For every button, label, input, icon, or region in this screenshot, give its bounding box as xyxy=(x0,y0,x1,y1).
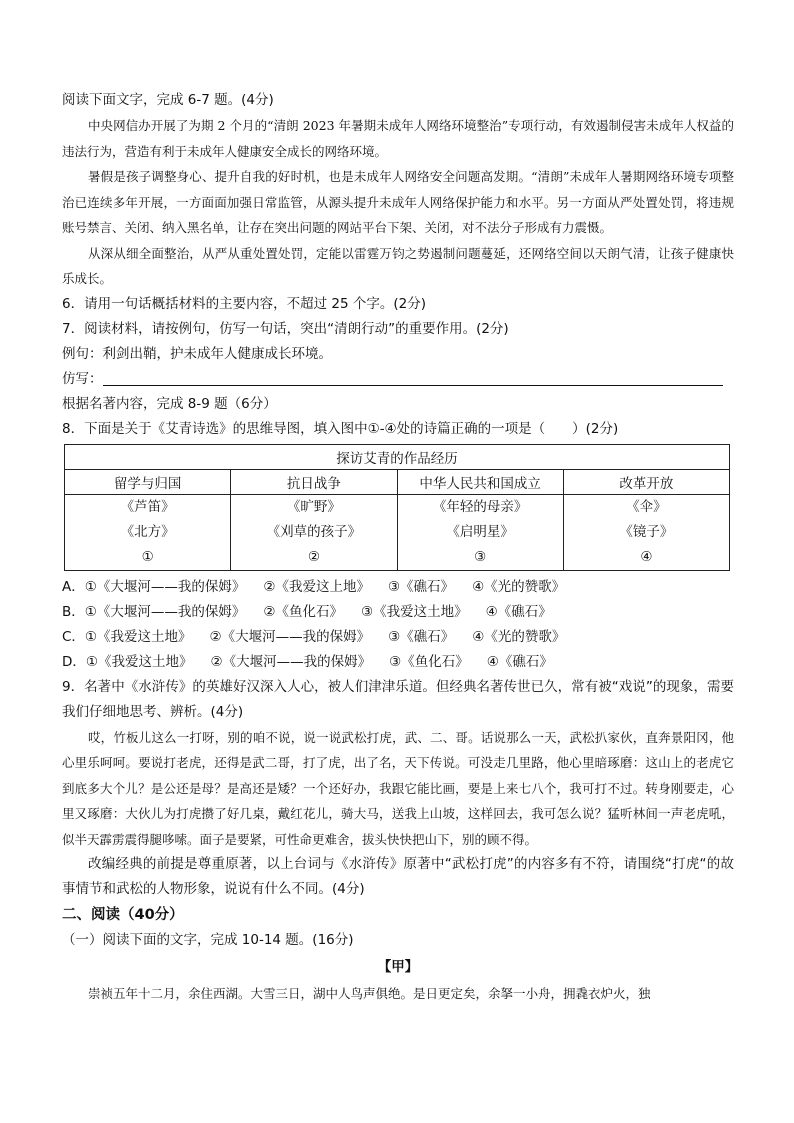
mindmap-works-cell xyxy=(65,494,231,570)
work-title: 《伞》 xyxy=(626,498,667,515)
mindmap-table xyxy=(64,444,730,571)
question-9-passage: 哎，竹板儿这么一打呀，别的咱不说，说一说武松打虎，武、二、哥。话说那么一天，武松扒家伙，直奔景阳冈，他心里乐呵呵。要说打老虎，还得是武二哥，打了虎，出了名，天下传说。可没走几里路，他心里暗琢磨：这山上的老虎它到底多大个儿？是公还是母？是高还是矮？一个还好办，我跟它能比画，要是上来七八个，我可打不过。转身刚要走，心里又琢磨：大伙儿为打虎攒了好几桌，戴红花儿，骑大马，送我上山坡，这样回去，我可怎么说？猛听林间一声老虎吼，似半天霹雳震得腿哆嗦。面子是要紧，可性命更难舍，拔头快快把山下，别的顾不得。 xyxy=(62,729,734,847)
work-title: 《年轻的母亲》 xyxy=(432,498,528,515)
subsection-1-title: （一）阅读下面的文字，完成 10-14 题。(16分) xyxy=(62,932,354,948)
option-a[interactable]: A．①《大堰河——我的保姆》 ②《我爱这上地》 ③《礁石》 ④《光的赞歌》 xyxy=(62,578,566,595)
material-paragraph-1: 中央网信办开展了为期 2 个月的“清朗 2023 年暑期未成年人网络环境整治”专项行动，有效遏制侵害未成年人权益的违法行为，营造有利于未成年人健康安全成长的网络环境。 xyxy=(62,118,734,159)
intro-6-7: 阅读下面文字，完成 6-7 题。(4分) xyxy=(62,92,274,108)
jia-title: 【甲】 xyxy=(377,959,419,975)
jia-text: 崇祯五年十二月，余住西湖。大雪三日，湖中人鸟声俱绝。是日更定矣，余拏一小舟，拥毳衣炉火，独 xyxy=(88,986,651,1001)
mindmap-title: 探访艾青的作品经历 xyxy=(65,444,730,469)
mindmap-heading: 中华人民共和国成立 xyxy=(397,469,563,494)
work-title: 《北方》 xyxy=(120,523,175,540)
imitate-row xyxy=(62,367,734,392)
mindmap-works-cell xyxy=(563,494,729,570)
question-9-task: 改编经典的前提是尊重原著，以上台词与《水浒传》原著中“武松打虎”的内容多有不符，请围绕“打虎“的故事情节和武松的人物形象，说说有什么不同。(4分) xyxy=(62,856,734,897)
blank-slot: ③ xyxy=(474,548,487,565)
intro-8-9: 根据名著内容，完成 8-9 题（6分） xyxy=(62,395,277,412)
work-title: 《芦笛》 xyxy=(120,498,175,515)
section-2-title: 二、阅读（40分） xyxy=(62,907,184,923)
material-paragraph-2: 暑假是孩子调整身心、提升自我的好时机，也是未成年人网络安全问题高发期。“清朗”未成年人暑期网络环境专项整治已连续多年开展，一方面面加强日常监管，从源头提升未成年人网络保护能力和水平。另一方面从严处置处罚，将违规账号禁言、关闭、纳入黑名单，让存在突出问题的网站平台下架、关闭，对不法分子形成有力震慑。 xyxy=(62,169,734,235)
option-b[interactable]: B．①《大堰河——我的保姆》 ②《鱼化石》 ③《我爱这土地》 ④《礁石》 xyxy=(62,603,552,620)
blank-slot: ② xyxy=(307,548,320,565)
question-7: 7．阅读材料，请按例句，仿写一句话，突出“清朗行动”的重要作用。(2分) xyxy=(62,320,509,337)
question-9: 9．名著中《水浒传》的英雄好汉深入人心，被人们津津乐道。但经典名著传世已久，常有被“戏说”的现象，需要我们仔细地思考、辨析。(4分) xyxy=(62,678,734,720)
blank-slot: ① xyxy=(141,548,154,565)
example-sentence: 例句：利剑出鞘，护未成年人健康成长环境。 xyxy=(62,345,332,362)
question-8: 8．下面是关于《艾青诗选》的思维导图，填入图中①-④处的诗篇正确的一项是（ ）(2分) xyxy=(62,420,619,437)
imitate-answer-line[interactable] xyxy=(103,369,723,386)
work-title: 《旷野》 xyxy=(286,498,341,515)
mindmap-works-cell xyxy=(397,494,563,570)
option-c[interactable]: C．①《我爱这土地》 ②《大堰河——我的保姆》 ③《礁石》 ④《光的赞歌》 xyxy=(62,628,566,645)
imitate-label: 仿写： xyxy=(62,370,103,387)
mindmap-heading: 抗日战争 xyxy=(231,469,397,494)
question-6: 6．请用一句话概括材料的主要内容，不超过 25 个字。(2分) xyxy=(62,295,426,312)
mindmap-works-cell xyxy=(231,494,397,570)
blank-slot: ④ xyxy=(640,548,653,565)
work-title: 《启明星》 xyxy=(446,523,514,540)
mindmap-heading: 留学与归国 xyxy=(65,469,231,494)
option-d[interactable]: D．①《我爱这土地》 ②《大堰河——我的保姆》 ③《鱼化石》 ④《礁石》 xyxy=(62,653,553,670)
work-title: 《刈草的孩子》 xyxy=(266,523,362,540)
exam-page xyxy=(62,88,734,1007)
material-paragraph-3: 从深从细全面整治，从严从重处置处罚，定能以雷霆万钧之势遏制问题蔓延，还网络空间以天朗气清，让孩子健康快乐成长。 xyxy=(62,245,734,286)
mindmap-heading: 改革开放 xyxy=(563,469,729,494)
work-title: 《镜子》 xyxy=(619,523,674,540)
